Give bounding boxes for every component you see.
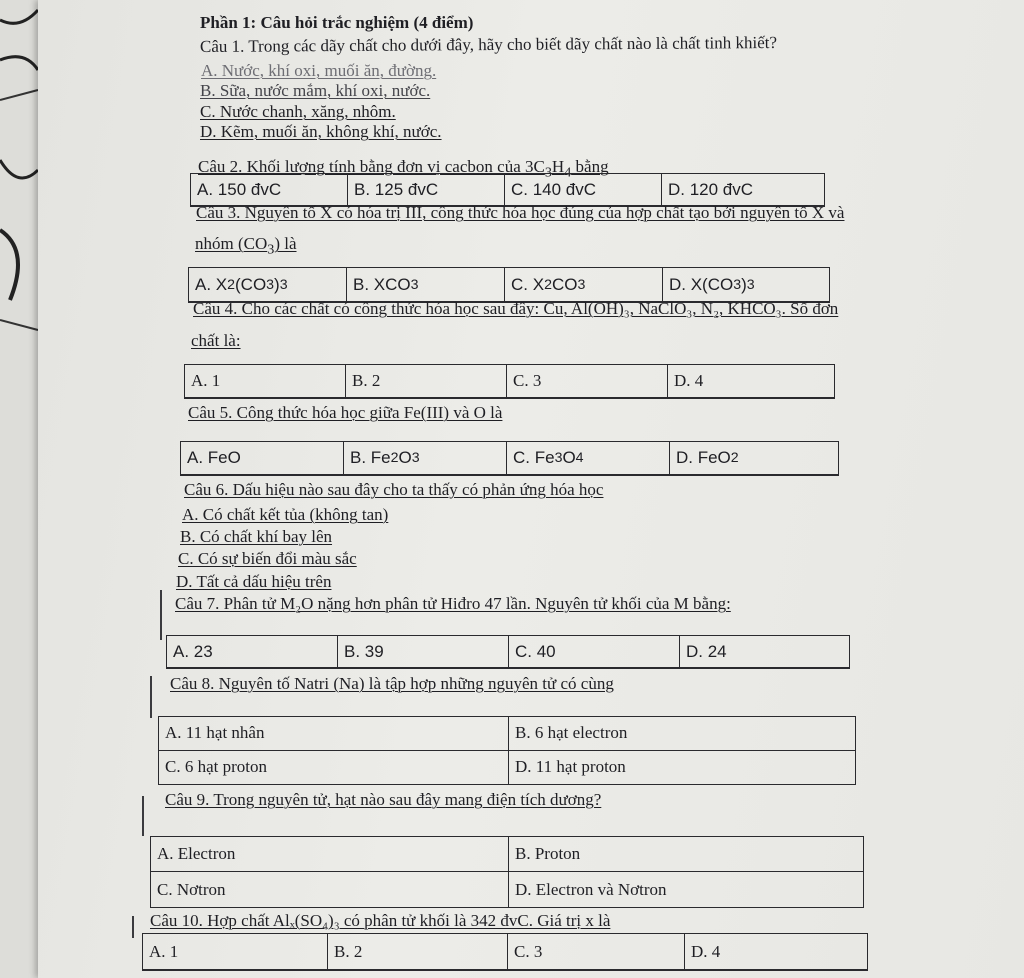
question-2: Câu 2. Khối lượng tính bằng đơn vị cacbon của $3C_3H_4$ bằng [198, 157, 609, 181]
q3-options-table [188, 267, 830, 303]
q8-options-table [158, 716, 856, 785]
question-5: Câu 5. Công thức hóa học giữa Fe(III) và O là [188, 403, 503, 422]
q9-option-c[interactable]: C. Nơtron [151, 872, 509, 907]
q4-options-table [184, 364, 835, 399]
q6-option-d: D. Tất cả dấu hiệu trên [176, 572, 332, 591]
q2-option-d[interactable]: D. 120 đvC [662, 174, 824, 206]
q9-option-b[interactable]: B. Proton [509, 837, 863, 872]
q6-option-c: C. Có sự biến đổi màu sắc [178, 549, 357, 568]
q8-option-b[interactable]: B. 6 hạt electron [509, 717, 855, 751]
q3-option-c[interactable]: C. X 2 CO 3 [505, 268, 663, 302]
question-6: Câu 6. Dấu hiệu nào sau đây cho ta thấy có phản ứng hóa học [184, 480, 604, 499]
q6-option-a: A. Có chất kết tủa (không tan) [182, 505, 389, 524]
question-4-line2: chất là: [191, 331, 241, 350]
question-4-line1: Câu 4. Cho các chất có công thức hóa học sau đây: Cu, Al(OH)₃, NaClO₃, N₂, KHCO₃. Số đơn [193, 299, 839, 318]
q10-option-a[interactable]: A. 1 [143, 934, 328, 970]
q8-option-a[interactable]: A. 11 hạt nhân [159, 717, 509, 751]
section-title: Phần 1: Câu hỏi trắc nghiệm (4 điểm) [200, 13, 474, 32]
q10-options-table [142, 933, 868, 971]
q5-option-c[interactable]: C. Fe 3 O 4 [507, 442, 670, 475]
question-1: Câu 1. Trong các dãy chất cho dưới đây, hãy cho biết dãy chất nào là chất tinh khiết? [199, 32, 778, 57]
q2-option-a[interactable]: A. 150 đvC [191, 174, 348, 206]
q2-option-c[interactable]: C. 140 đvC [505, 174, 662, 206]
q10-option-c[interactable]: C. 3 [508, 934, 685, 970]
q3-option-d[interactable]: D. X(CO 3 ) 3 [663, 268, 829, 302]
q6-option-b: B. Có chất khí bay lên [180, 527, 333, 546]
q3-option-a[interactable]: A. X 2 (CO 3 ) 3 [189, 268, 347, 302]
q5-options-table [180, 441, 839, 476]
q8-option-d[interactable]: D. 11 hạt proton [515, 757, 626, 777]
q7-options-table [166, 635, 850, 669]
q8-option-c[interactable]: C. 6 hạt proton [159, 751, 509, 785]
q4-option-b[interactable]: B. 2 [346, 365, 507, 398]
question-3-line1: Câu 3. Nguyên tố X có hóa trị III, công thức hóa học đúng của hợp chất tạo bởi nguyên tố X và [196, 203, 845, 222]
q10-option-d[interactable]: D. 4 [685, 934, 867, 970]
q1-option-c: C. Nước chanh, xăng, nhôm. [200, 102, 396, 121]
q1-option-a: A. Nước, khí oxi, muối ăn, đường. [201, 61, 437, 80]
question-8: Câu 8. Nguyên tố Natri (Na) là tập hợp những nguyên tử có cùng [170, 674, 614, 693]
q4-option-c[interactable]: C. 3 [507, 365, 668, 398]
q9-options-table [150, 836, 864, 908]
q4-option-d[interactable]: D. 4 [668, 365, 834, 398]
margin-line [142, 796, 144, 836]
q3-option-b[interactable]: B. XCO 3 [347, 268, 505, 302]
q1-option-b: B. Sữa, nước mắm, khí oxi, nước. [200, 81, 431, 100]
q9-option-d[interactable]: D. Electron và Nơtron [515, 879, 667, 899]
question-3-line2: nhóm $(CO_3)$ là [195, 234, 297, 258]
q4-option-a[interactable]: A. 1 [185, 365, 346, 398]
q2-options-table [190, 173, 825, 207]
q5-option-b[interactable]: B. Fe 2 O 3 [344, 442, 507, 475]
q9-option-a[interactable]: A. Electron [151, 837, 509, 872]
q1-option-d: D. Kẽm, muối ăn, không khí, nước. [200, 122, 442, 141]
q7-option-a[interactable]: A. 23 [167, 636, 338, 668]
q7-option-b[interactable]: B. 39 [338, 636, 509, 668]
q2-option-b[interactable]: B. 125 đvC [348, 174, 505, 206]
margin-line [150, 676, 152, 718]
margin-line [160, 590, 162, 640]
q7-option-d[interactable]: D. 24 [680, 636, 849, 668]
question-9: Câu 9. Trong nguyên tử, hạt nào sau đây mang điện tích dương? [165, 790, 602, 809]
q5-option-a[interactable]: A. FeO [181, 442, 344, 475]
q7-option-c[interactable]: C. 40 [509, 636, 680, 668]
question-7: Câu 7. Phân tử M₂O nặng hơn phân tử Hiđro 47 lần. Nguyên tử khối của M bằng: [175, 594, 731, 613]
q10-option-b[interactable]: B. 2 [328, 934, 508, 970]
margin-line [132, 916, 134, 938]
question-10: Câu 10. Hợp chất Alₓ(SO₄)₃ có phân tử khối là 342 đvC. Giá trị x là [150, 911, 611, 930]
q5-option-d[interactable]: D. FeO 2 [670, 442, 838, 475]
